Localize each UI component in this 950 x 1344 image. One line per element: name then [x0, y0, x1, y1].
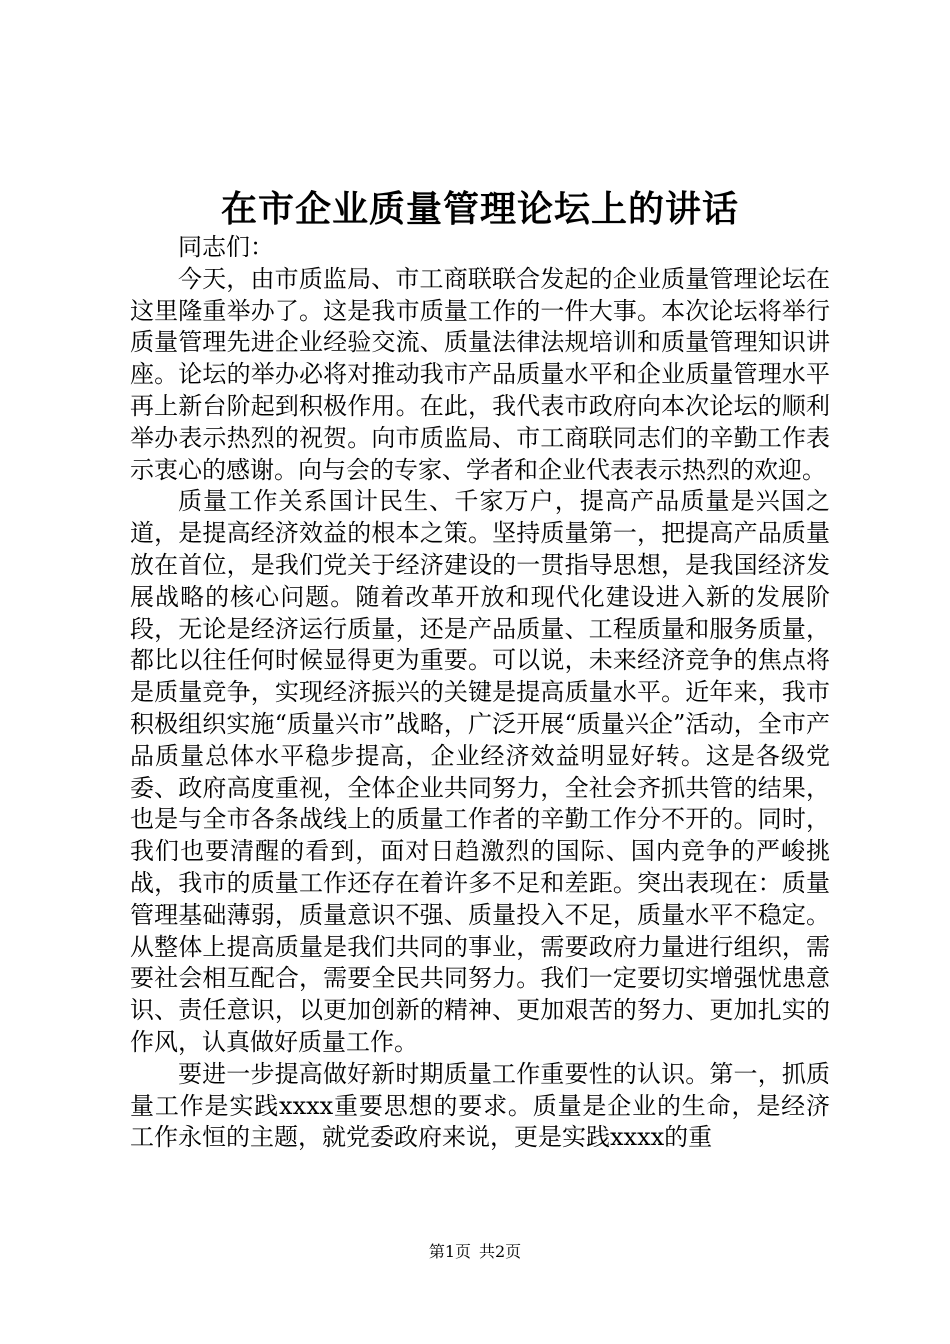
- page-footer: [0, 1240, 950, 1264]
- page-number: 第1页: [428, 1242, 471, 1261]
- salutation: 同志们：: [178, 233, 274, 261]
- paragraph-1: 今天，由市质监局、市工商联联合发起的企业质量管理论坛在这里隆重举办了。这是我市质量工作的一件大事。本次论坛将举行质量管理先进企业经验交流、质量法律法规培训和质量管理知识讲座。论坛的举办必将对推动我市产品质量水平和企业质量管理水平再上新台阶起到积极作用。在此，我代表市政府向本次论坛的顺利举办表示热烈的祝贺。向市质监局、市工商联同志们的辛勤工作表示衷心的感谢。向与会的专家、学者和企业代表表示热烈的欢迎。: [130, 264, 830, 484]
- document-title: 在市企业质量管理论坛上的讲话: [220, 188, 739, 230]
- document-page: [130, 0, 830, 1344]
- paragraph-3: 要进一步提高做好新时期质量工作重要性的认识。第一，抓质量工作是实践xxxx重要思想的要求。质量是企业的生命，是经济工作永恒的主题，就党委政府来说，更是实践xxxx的重: [130, 1059, 830, 1152]
- document-body: [130, 232, 830, 1154]
- page-total: 共2页: [479, 1242, 522, 1261]
- paragraph-2: 质量工作关系国计民生、千家万户，提高产品质量是兴国之道，是提高经济效益的根本之策。坚持质量第一，把提高产品质量放在首位，是我们党关于经济建设的一贯指导思想，是我国经济发展战略的核心问题。随着改革开放和现代化建设进入新的发展阶段，无论是经济运行质量，还是产品质量、工程质量和服务质量，都比以往任何时候显得更为重要。可以说，未来经济竞争的焦点将是质量竞争，实现经济振兴的关键是提高质量水平。近年来，我市积极组织实施“质量兴市”战略，广泛开展“质量兴企”活动，全市产品质量总体水平稳步提高，企业经济效益明显好转。这是各级党委、政府高度重视，全体企业共同努力，全社会齐抓共管的结果，也是与全市各条战线上的质量工作者的辛勤工作分不开的。同时，我们也要清醒的看到，面对日趋激烈的国际、国内竞争的严峻挑战，我市的质量工作还存在着许多不足和差距。突出表现在：质量管理基础薄弱，质量意识不强、质量投入不足，质量水平不稳定。从整体上提高质量是我们共同的事业，需要政府力量进行组织，需要社会相互配合，需要全民共同努力。我们一定要切实增强忧患意识、责任意识，以更加创新的精神、更加艰苦的努力、更加扎实的作风，认真做好质量工作。: [130, 487, 830, 1056]
